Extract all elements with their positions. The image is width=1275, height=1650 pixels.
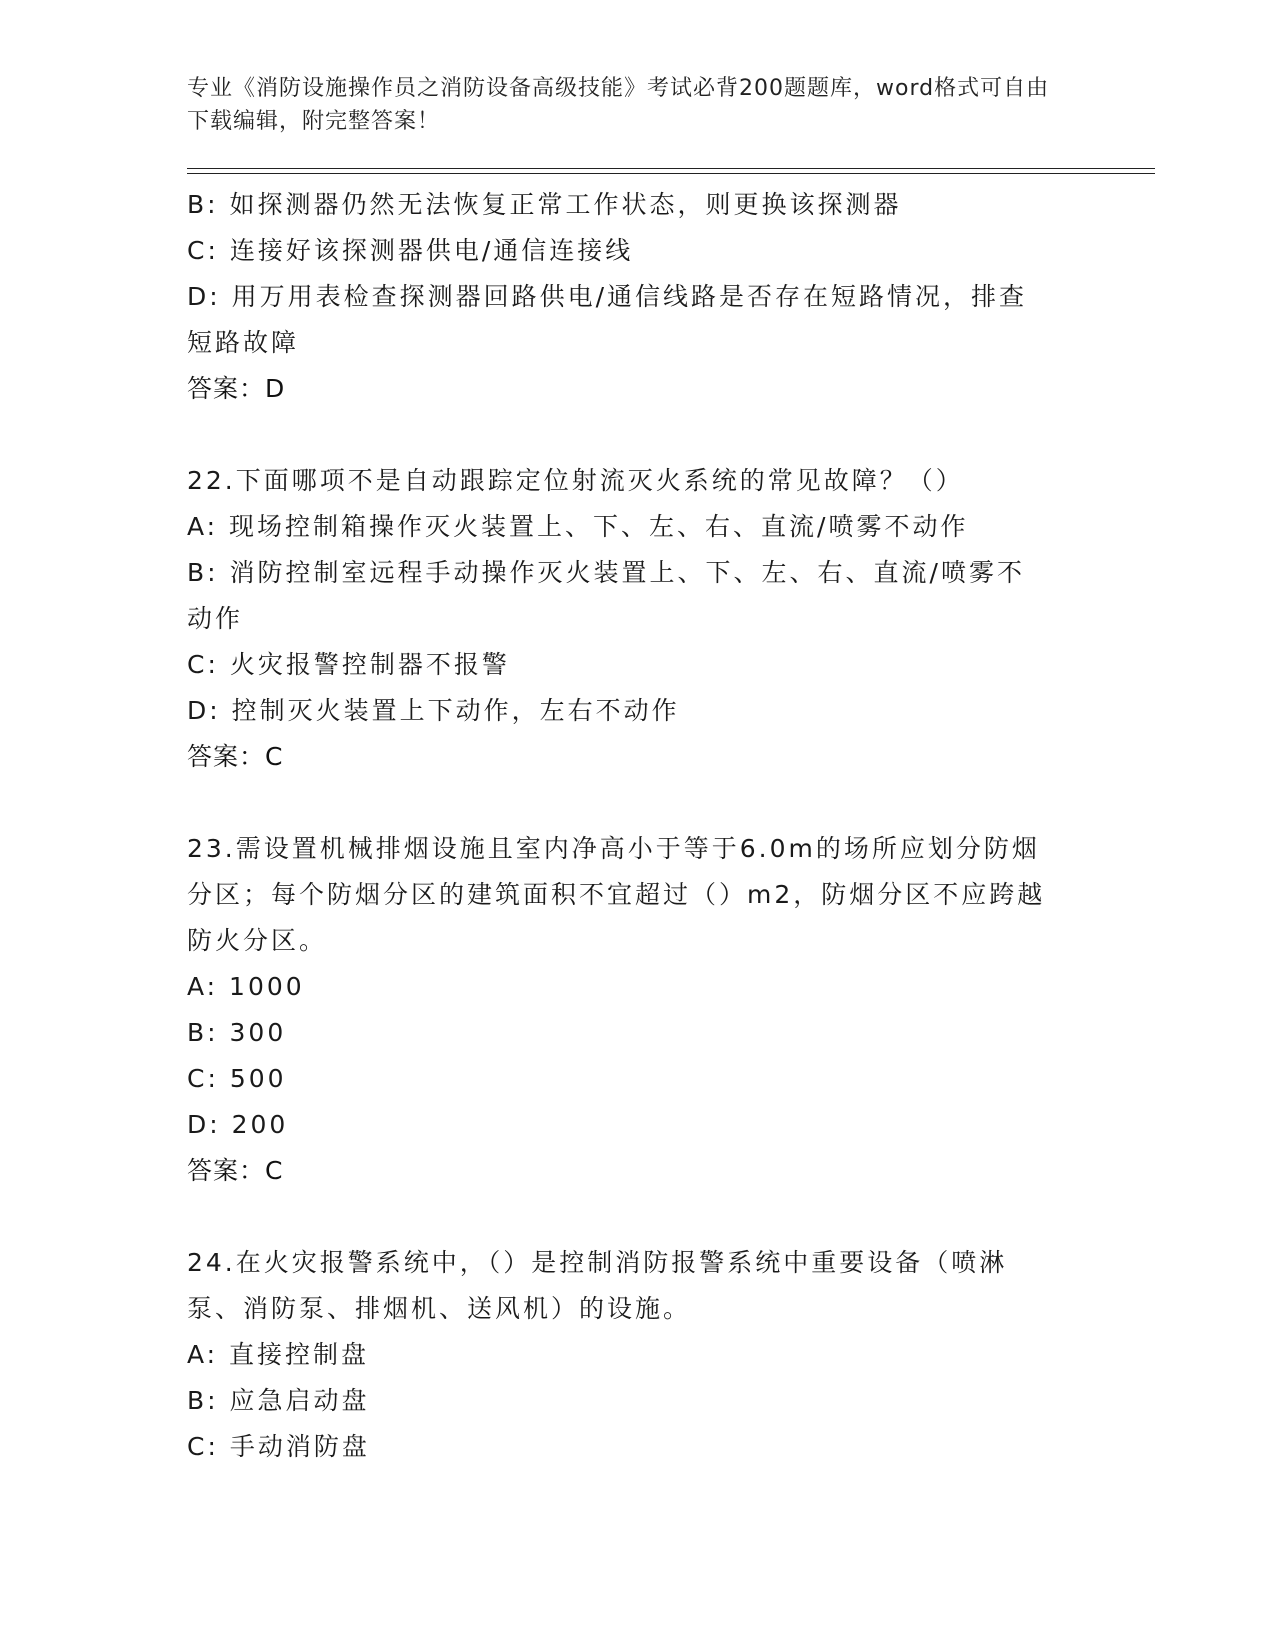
question-22 <box>187 458 1047 780</box>
question-23 <box>187 826 1047 1194</box>
question-24 <box>187 1240 1047 1470</box>
document-header: 专业《消防设施操作员之消防设备高级技能》考试必背200题题库，word格式可自由下载编辑，附完整答案！ <box>187 76 1050 134</box>
option-b: B: 如探测器仍然无法恢复正常工作状态，则更换该探测器 <box>187 190 902 219</box>
option-c: C: 火灾报警控制器不报警 <box>187 650 510 679</box>
header-divider <box>187 168 1155 174</box>
option-c: C: 500 <box>187 1064 287 1093</box>
question-21-continued <box>187 182 1047 412</box>
option-b: B: 300 <box>187 1018 287 1047</box>
option-b: B: 应急启动盘 <box>187 1386 370 1415</box>
question-text: 23.需设置机械排烟设施且室内净高小于等于6.0m的场所应划分防烟分区；每个防烟分区的建筑面积不宜超过（）m2，防烟分区不应跨越防火分区。 <box>187 834 1046 955</box>
answer: 答案：C <box>187 742 284 771</box>
option-d: D: 200 <box>187 1110 289 1139</box>
question-text: 24.在火灾报警系统中，（）是控制消防报警系统中重要设备（喷淋泵、消防泵、排烟机、送风机）的设施。 <box>187 1248 1008 1323</box>
option-a: A: 直接控制盘 <box>187 1340 370 1369</box>
question-text: 22.下面哪项不是自动跟踪定位射流灭火系统的常见故障？（） <box>187 466 964 495</box>
option-d: D: 用万用表检查探测器回路供电/通信线路是否存在短路情况，排查短路故障 <box>187 282 1028 357</box>
answer: 答案：C <box>187 1156 284 1185</box>
option-b: B: 消防控制室远程手动操作灭火装置上、下、左、右、直流/喷雾不动作 <box>187 558 1025 633</box>
document-body <box>187 182 1047 1470</box>
option-a: A: 1000 <box>187 972 305 1001</box>
option-c: C: 连接好该探测器供电/通信连接线 <box>187 236 634 265</box>
option-c: C: 手动消防盘 <box>187 1432 370 1461</box>
option-a: A: 现场控制箱操作灭火装置上、下、左、右、直流/喷雾不动作 <box>187 512 969 541</box>
option-d: D: 控制灭火装置上下动作，左右不动作 <box>187 696 680 725</box>
document-page <box>187 72 1167 1470</box>
answer: 答案：D <box>187 374 286 403</box>
